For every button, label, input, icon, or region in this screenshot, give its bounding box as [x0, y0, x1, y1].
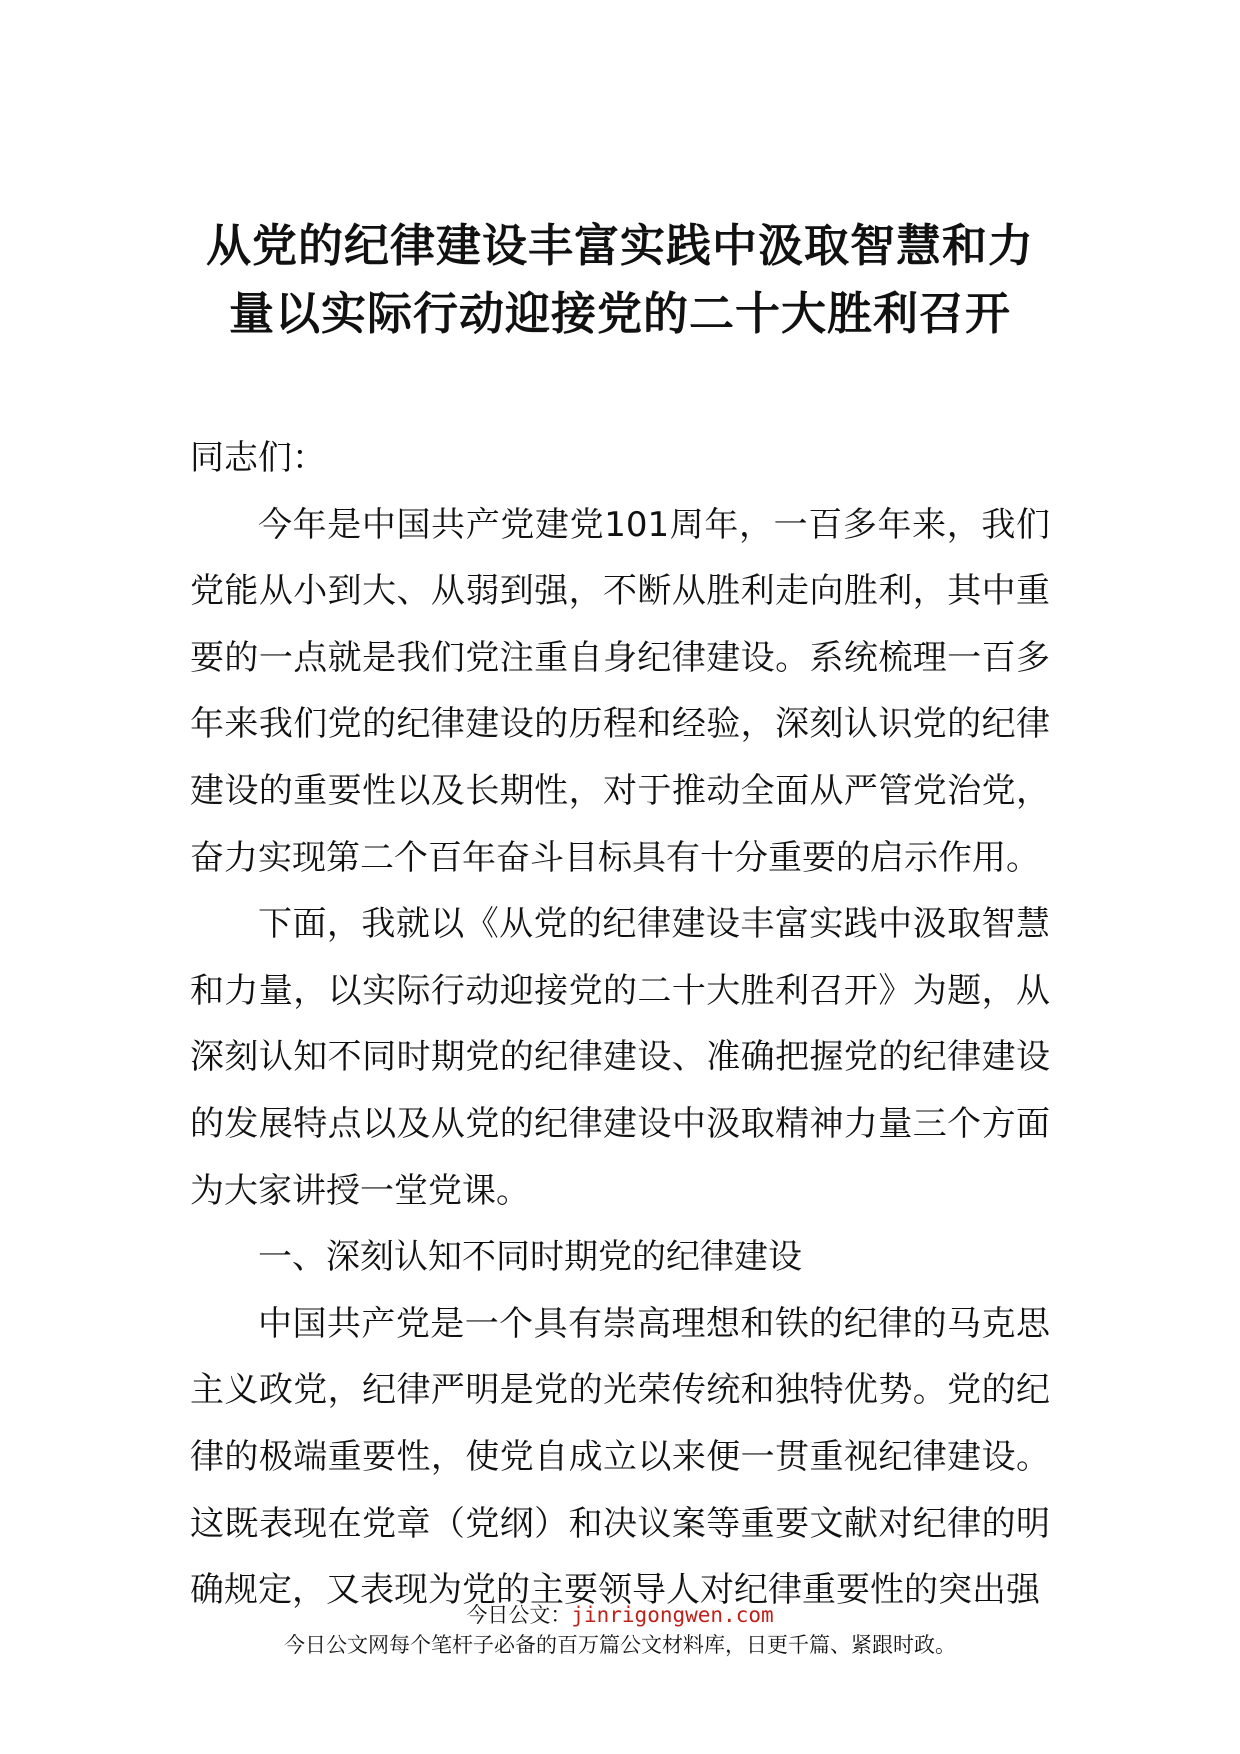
salutation: 同志们：	[190, 438, 326, 478]
section-heading: 一、深刻认知不同时期党的纪律建设	[258, 1237, 802, 1278]
page-footer	[0, 1600, 1240, 1660]
document-body	[190, 425, 1050, 1624]
title-line-1: 从党的纪律建设丰富实践中汲取智慧和力	[205, 219, 1034, 272]
footer-label: 今日公文：	[466, 1603, 572, 1627]
paragraph-intro: 今年是中国共产党建党101周年，一百多年来，我们党能从小到大、从弱到强，不断从胜利走向胜利，其中重要的一点就是我们党注重自身纪律建设。系统梳理一百多年来我们党的纪律建设的历程和经验，深刻认识党的纪律建设的重要性以及长期性，对于推动全面从严管党治党，奋力实现第二个百年奋斗目标具有十分重要的启示作用。	[190, 504, 1050, 878]
footer-slogan: 今日公文网每个笔杆子必备的百万篇公文材料库，日更千篇、紧跟时政。	[284, 1633, 956, 1657]
footer-source-line	[0, 1600, 1240, 1630]
footer-url-link[interactable]: jinrigongwen.com	[571, 1603, 774, 1627]
paragraph-section-1: 中国共产党是一个具有崇高理想和铁的纪律的马克思主义政党，纪律严明是党的光荣传统和独特优势。党的纪律的极端重要性，使党自成立以来便一贯重视纪律建设。这既表现在党章（党纲）和决议案等重要文献对纪律的明确规定，又表现为党的主要领导人对纪律重要性的突出强	[190, 1303, 1050, 1611]
document-title	[190, 212, 1050, 348]
title-line-2: 量以实际行动迎接党的二十大胜利召开	[228, 287, 1011, 340]
paragraph-topic: 下面，我就以《从党的纪律建设丰富实践中汲取智慧和力量，以实际行动迎接党的二十大胜利召开》为题，从深刻认知不同时期党的纪律建设、准确把握党的纪律建设的发展特点以及从党的纪律建设中汲取精神力量三个方面为大家讲授一堂党课。	[190, 904, 1050, 1211]
